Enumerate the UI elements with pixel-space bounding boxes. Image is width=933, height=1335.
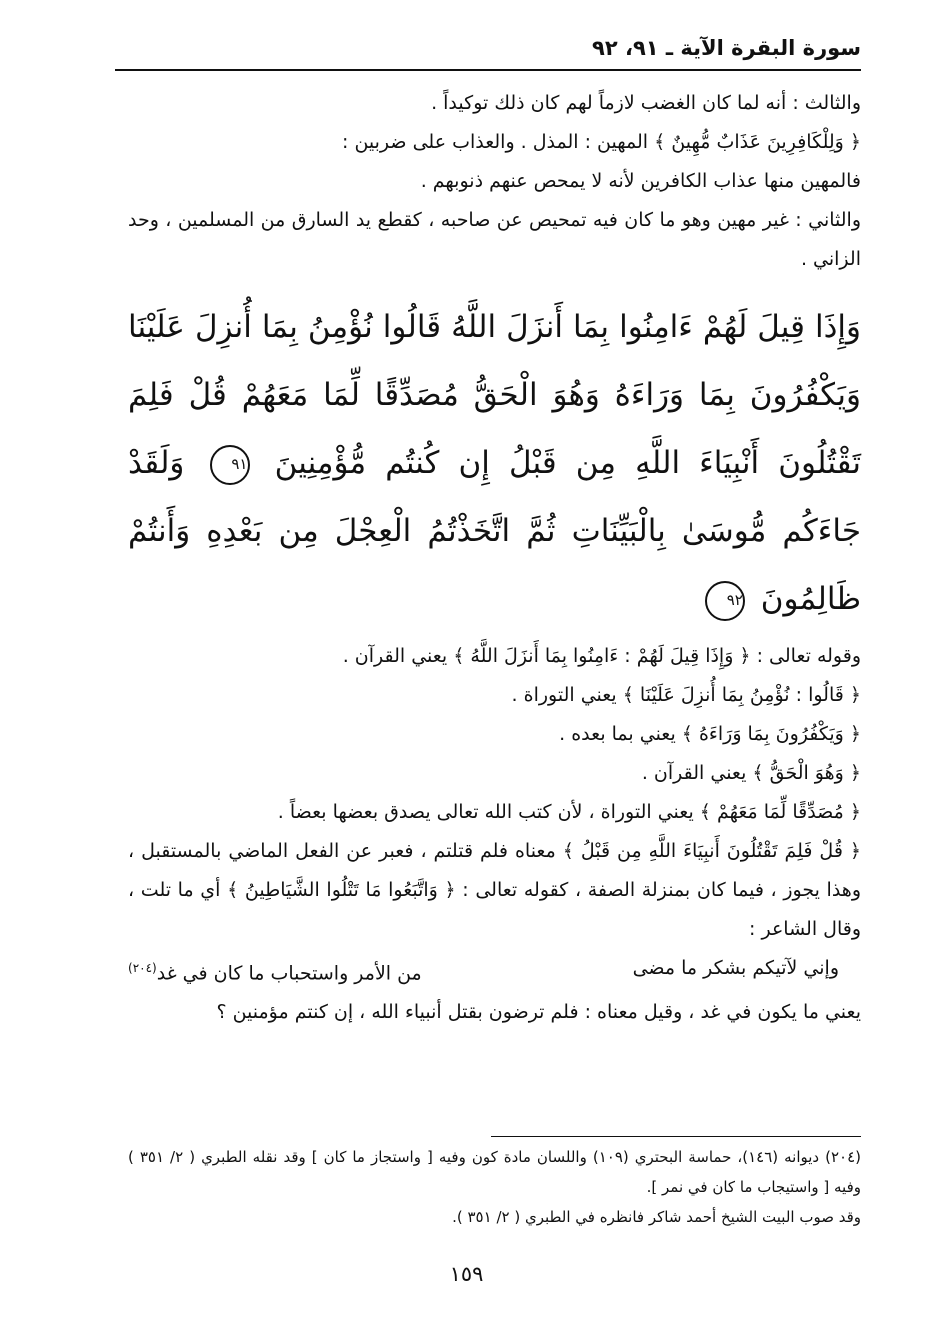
closing-paragraph: يعني ما يكون في غد ، وقيل معناه : فلم ترضون بقتل أنبياء الله ، إن كنتم مؤمنين ؟ [216, 1001, 861, 1024]
footnotes [128, 1142, 861, 1232]
commentary-line-quran: وقوله تعالى : ﴿ وَإِذَا قِيلَ لَهُمْ : ءَامِنُوا بِمَا أَنزَلَ اللَّهُ ﴾ يعني القرآن . [342, 645, 861, 667]
poem-hemistich-second-text: من الأمر واستحباب ما كان في غد [156, 962, 422, 985]
header-rule [115, 69, 861, 71]
commentary-line-wara: ﴿ وَيَكْفُرُونَ بِمَا وَرَاءَهُ ﴾ يعني بما بعده . [559, 723, 861, 745]
quran-verse-block [128, 293, 861, 633]
paragraph-kinds: فالمهين منها عذاب الكافرين لأنه لا يمحص عنهم ذنوبهم . [420, 170, 861, 192]
verse-91-text: وَإِذَا قِيلَ لَهُمْ ءَامِنُوا بِمَا أَنزَلَ اللَّهُ قَالُوا نُؤْمِنُ بِمَا أُنزِلَ عَلَيْنَا وَيَكْفُرُونَ بِمَا وَرَاءَهُ وَهُوَ الْحَقُّ مُصَدِّقًا لِّمَا مَعَهُمْ قُلْ فَلِمَ تَقْتُلُونَ أَنْبِيَاءَ اللَّهِ مِن قَبْلُ إِن كُنتُم مُّؤْمِنِينَ [128, 309, 861, 481]
commentary-line-musaddiq: ﴿ مُصَدِّقًا لِّمَا مَعَهُمْ ﴾ يعني التوراة ، لأن كتب الله تعالى يصدق بعضها بعضاً . [277, 801, 861, 823]
poem-verse [128, 949, 861, 993]
footnote-ref-204[interactable]: (٢٠٤) [128, 961, 157, 975]
paragraph-second-kind: والثاني : غير مهين وهو ما كان فيه تمحيص عن صاحبه ، كقطع يد السارق من المسلمين ، وحد الزاني . [128, 209, 861, 270]
footnote-note: وقد صوب البيت الشيخ أحمد شاكر فانظره في الطبري ( ٢/ ٣٥١ ). [452, 1208, 861, 1226]
footnote-rule [491, 1136, 861, 1137]
page-number: ١٥٩ [449, 1262, 484, 1286]
verse-92-text: وَلَقَدْ جَاءَكُم مُّوسَىٰ بِالْبَيِّنَاتِ ثُمَّ اتَّخَذْتُمُ الْعِجْلَ مِن بَعْدِهِ وَأَنتُمْ ظَالِمُونَ [128, 445, 861, 617]
commentary-line-tawrat: ﴿ قَالُوا : نُؤْمِنُ بِمَا أُنزِلَ عَلَيْنَا ﴾ يعني التوراة . [511, 684, 861, 706]
running-header: سورة البقرة الآية ـ ٩١، ٩٢ [592, 36, 861, 60]
footnote-204: (٢٠٤) ديوانه (١٤٦)، حماسة البحتري (١٠٩) واللسان مادة كون وفيه [ واستجاز ما كان ] وقد نقله الطبري ( ٢/ ٣٥١ ) وفيه [ واستيجاب ما كان في نمر ]. [128, 1148, 861, 1196]
ayah-number-92: ٩٢ [705, 581, 745, 621]
paragraph-muhin: ﴿ وَلِلْكَافِرِينَ عَذَابٌ مُّهِينٌ ﴾ المهين : المذل . والعذاب على ضربين : [342, 131, 861, 153]
poem-hemistich-second [128, 949, 422, 993]
ayah-number-91: ٩١ [210, 445, 250, 485]
commentary-line-haqq: ﴿ وَهُوَ الْحَقُّ ﴾ يعني القرآن . [641, 762, 861, 784]
paragraph-third-reason: والثالث : أنه لما كان الغضب لازماً لهم كان ذلك توكيداً . [431, 92, 861, 114]
poem-hemistich-first: وإني لآتيكم بشكر ما مضى [632, 957, 839, 979]
page-body [128, 84, 861, 1032]
commentary-line-qul: ﴿ قُلْ فَلِمَ تَقْتُلُونَ أَنبِيَاءَ اللَّهِ مِن قَبْلُ ﴾ معناه فلم قتلتم ، فعبر عن الفعل الماضي بالمستقبل ، وهذا يجوز ، فيما كان بمنزلة الصفة ، كقوله تعالى : ﴿ وَاتَّبَعُوا مَا تَتْلُوا الشَّيَاطِينُ ﴾ أي ما تلت ، وقال الشاعر : [128, 840, 861, 940]
